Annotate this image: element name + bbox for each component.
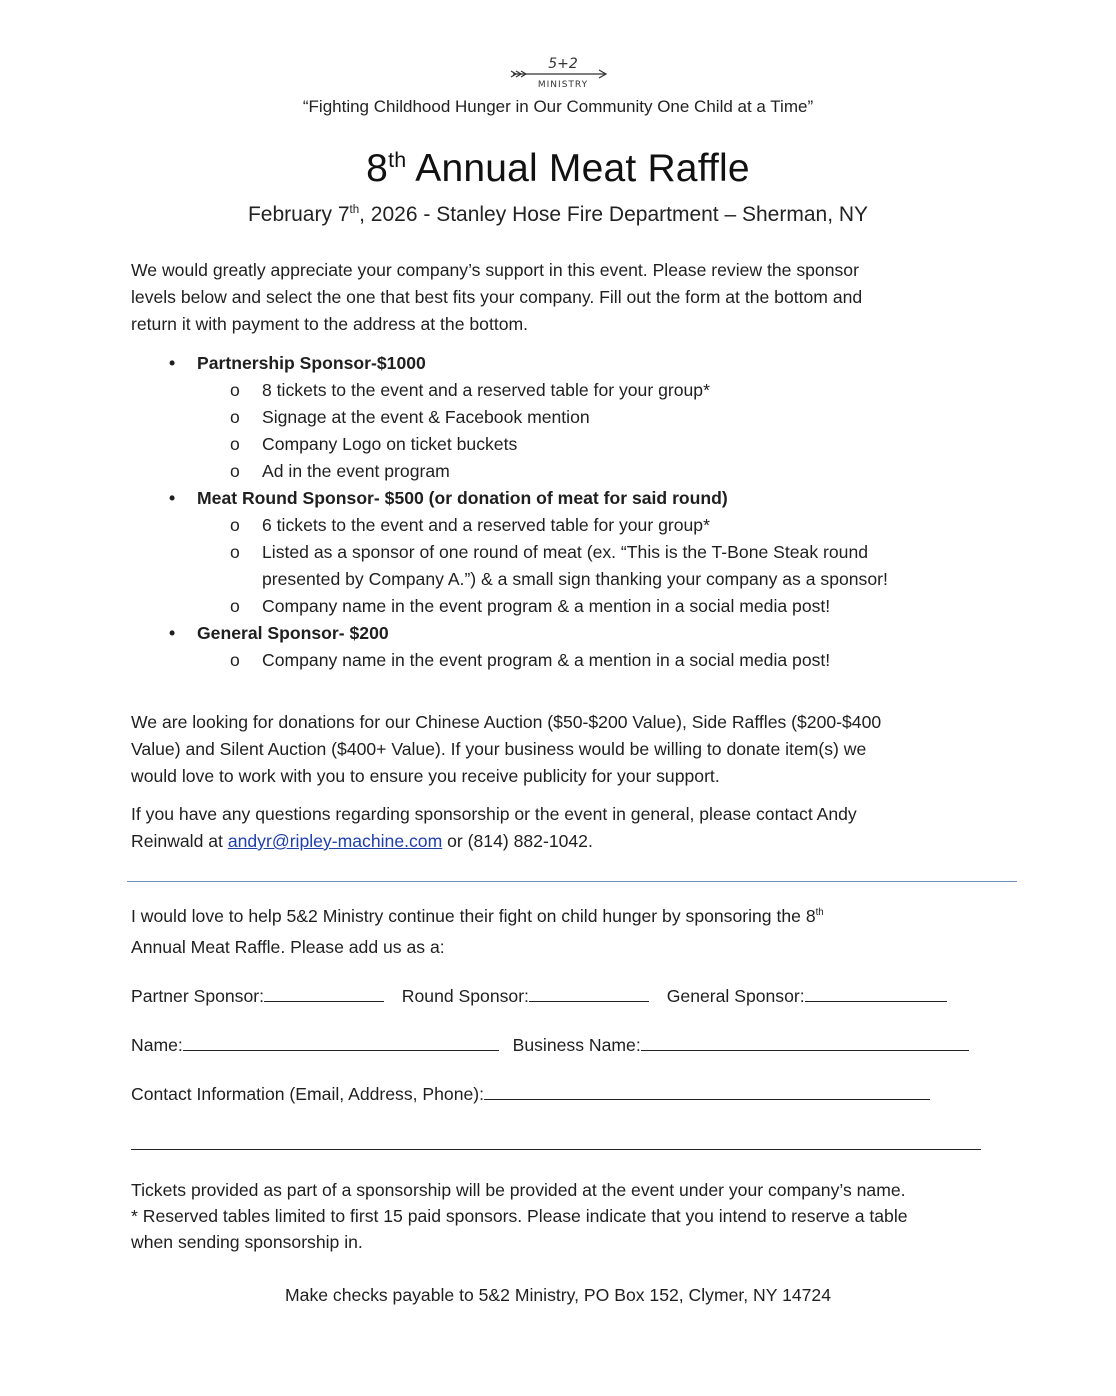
bullet-icon: • <box>169 488 176 508</box>
level-heading <box>131 350 1001 377</box>
sponsor-level-partnership <box>131 350 1001 485</box>
name-label: Name: <box>131 1035 183 1055</box>
list-item-text: presented by Company A.”) & a small sign thanking your company as a sponsor! <box>262 569 888 589</box>
contact-line <box>131 828 1001 855</box>
logo-number: 5+2 <box>548 56 578 72</box>
donations-paragraph <box>131 709 1001 790</box>
list-item <box>131 647 1001 674</box>
donations-line: We are looking for donations for our Chinese Auction ($50-$200 Value), Side Raffles ($200-$400 <box>131 712 882 732</box>
bullet-icon: • <box>169 623 176 643</box>
logo-word: MINISTRY <box>537 80 589 90</box>
intro-line: levels below and select the one that best fits your company. Fill out the form at the bottom and <box>131 287 863 307</box>
circle-bullet-icon: o <box>230 515 240 535</box>
sponsor-level-meat-round <box>131 485 1001 620</box>
list-item <box>131 539 1001 593</box>
business-name-label: Business Name: <box>512 1035 641 1055</box>
contact-info-row <box>131 1081 930 1105</box>
level-title: Partnership Sponsor-$1000 <box>197 353 426 373</box>
list-item-text: 6 tickets to the event and a reserved table for your group* <box>262 515 710 535</box>
circle-bullet-icon: o <box>230 380 240 400</box>
tagline: “Fighting Childhood Hunger in Our Community One Child at a Time” <box>302 97 814 116</box>
circle-bullet-icon: o <box>230 407 240 427</box>
list-item-text: Ad in the event program <box>262 461 450 481</box>
notes-paragraph <box>131 1177 1001 1255</box>
event-subtitle <box>0 203 1116 227</box>
subtitle-date: February 7 <box>247 203 350 226</box>
intro-paragraph <box>131 257 1001 338</box>
sponsor-level-general <box>131 620 1001 674</box>
title-text: Annual Meat Raffle <box>406 147 750 190</box>
level-title: Meat Round Sponsor- $500 (or donation of meat for said round) <box>197 488 728 508</box>
list-item <box>131 593 1001 620</box>
contact-info-extra-line[interactable] <box>131 1149 981 1150</box>
round-sponsor-label: Round Sponsor: <box>401 986 529 1006</box>
level-title: General Sponsor- $200 <box>197 623 389 643</box>
list-item <box>131 377 1001 404</box>
title-ordinal: th <box>388 148 407 172</box>
intro-line: We would greatly appreciate your company’s support in this event. Please review the sponsor <box>131 260 859 280</box>
level-heading <box>131 620 1001 647</box>
pledge-paragraph <box>131 901 1001 963</box>
name-field[interactable] <box>183 1032 499 1051</box>
list-item-text: Company name in the event program & a mention in a social media post! <box>262 596 831 616</box>
list-item-text: Company Logo on ticket buckets <box>262 434 518 454</box>
list-item <box>131 431 1001 458</box>
pledge-line: Annual Meat Raffle. Please add us as a: <box>131 937 445 957</box>
arrow-logo-icon <box>505 52 615 92</box>
list-item <box>131 458 1001 485</box>
section-divider <box>127 881 1017 882</box>
donations-line: would love to work with you to ensure you receive publicity for your support. <box>131 766 720 786</box>
contact-line: If you have any questions regarding sponsorship or the event in general, please contact Andy <box>131 804 857 824</box>
payment-footer: Make checks payable to 5&2 Ministry, PO Box 152, Clymer, NY 14724 <box>285 1285 831 1305</box>
subtitle-ordinal: th <box>349 204 360 216</box>
donations-line: Value) and Silent Auction ($400+ Value). If your business would be willing to donate item(s) we <box>131 739 867 759</box>
notes-line: * Reserved tables limited to first 15 paid sponsors. Please indicate that you intend to reserve a table <box>131 1206 908 1226</box>
list-item-text: Signage at the event & Facebook mention <box>262 407 590 427</box>
pledge-line <box>131 901 1001 932</box>
sponsor-levels-list <box>131 350 1001 674</box>
name-row <box>131 1032 969 1056</box>
list-item-text: Company name in the event program & a mention in a social media post! <box>262 650 831 670</box>
circle-bullet-icon: o <box>230 596 240 616</box>
list-item-text: 8 tickets to the event and a reserved table for your group* <box>262 380 710 400</box>
notes-line: when sending sponsorship in. <box>131 1232 363 1252</box>
contact-info-label: Contact Information (Email, Address, Phone): <box>131 1084 485 1104</box>
partner-sponsor-label: Partner Sponsor: <box>131 986 265 1006</box>
general-sponsor-label: General Sponsor: <box>666 986 805 1006</box>
general-sponsor-field[interactable] <box>805 983 947 1002</box>
contact-phone: or (814) 882-1042. <box>442 831 593 851</box>
contact-info-field[interactable] <box>484 1081 930 1100</box>
contact-email-link[interactable]: andyr@ripley-machine.com <box>227 831 443 851</box>
pledge-text: I would love to help 5&2 Ministry continue their fight on child hunger by sponsoring the 8 <box>131 906 816 926</box>
contact-line-start: Reinwald at <box>131 831 228 851</box>
notes-line: Tickets provided as part of a sponsorship will be provided at the event under your company’s name. <box>131 1180 906 1200</box>
ministry-logo <box>505 52 615 92</box>
contact-paragraph <box>131 801 1001 855</box>
circle-bullet-icon: o <box>230 434 240 454</box>
round-sponsor-field[interactable] <box>529 983 649 1002</box>
list-item <box>131 404 1001 431</box>
title-number: 8 <box>366 147 389 190</box>
list-item <box>131 512 1001 539</box>
pledge-ordinal: th <box>815 907 824 919</box>
page-title <box>0 147 1116 191</box>
subtitle-rest: , 2026 - Stanley Hose Fire Department – Sherman, NY <box>359 203 869 226</box>
circle-bullet-icon: o <box>230 542 240 562</box>
intro-line: return it with payment to the address at the bottom. <box>131 314 529 334</box>
bullet-icon: • <box>169 353 176 373</box>
partner-sponsor-field[interactable] <box>264 983 384 1002</box>
circle-bullet-icon: o <box>230 461 240 481</box>
sponsor-type-row <box>131 983 947 1007</box>
circle-bullet-icon: o <box>230 650 240 670</box>
level-heading <box>131 485 1001 512</box>
business-name-field[interactable] <box>641 1032 969 1051</box>
list-item-text: Listed as a sponsor of one round of meat (ex. “This is the T-Bone Steak round <box>262 542 869 562</box>
